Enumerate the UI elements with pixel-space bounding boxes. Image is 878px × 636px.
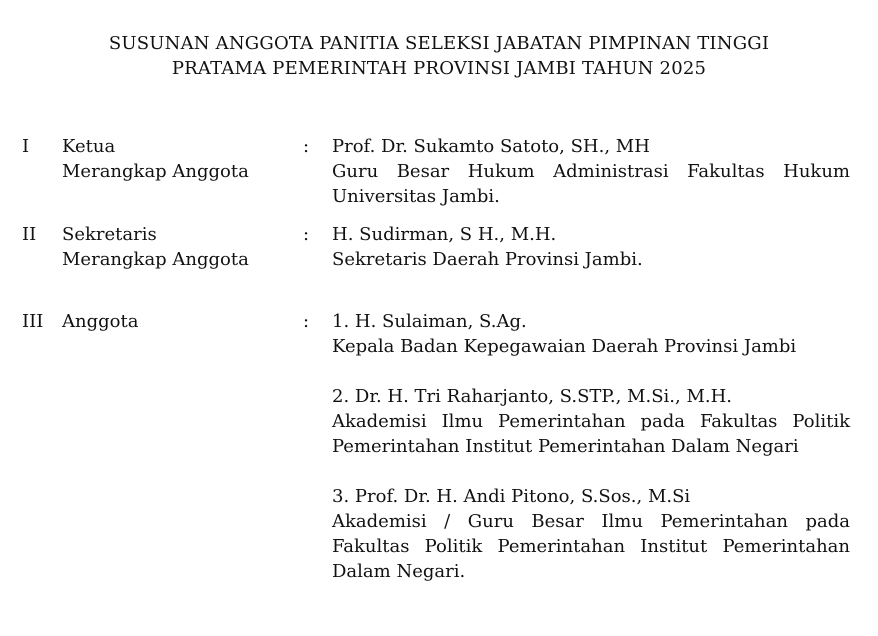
entry-role xyxy=(62,134,302,184)
list-item xyxy=(332,384,850,459)
list-item xyxy=(332,309,850,359)
list-item xyxy=(332,484,850,584)
entry-colon: : xyxy=(303,224,310,245)
entry-number: III xyxy=(22,311,44,332)
member-name: 2. Dr. H. Tri Raharjanto, S.STP., M.Si., M.H. xyxy=(332,386,733,407)
entry-number: II xyxy=(22,224,37,245)
member-name: H. Sudirman, S H., M.H. xyxy=(332,224,557,245)
member-position: Akademisi / Guru Besar Ilmu Pemerintahan pada Fakultas Politik Pemerintahan Institut Pemerintahan Dalam Negari. xyxy=(332,511,850,582)
entry-colon: : xyxy=(303,136,310,157)
entry-value xyxy=(332,134,850,209)
member-name: Prof. Dr. Sukamto Satoto, SH., MH xyxy=(332,136,650,157)
member-position: Guru Besar Hukum Administrasi Fakultas Hukum Universitas Jambi. xyxy=(332,161,850,207)
member-position: Sekretaris Daerah Provinsi Jambi. xyxy=(332,249,643,270)
member-position: Kepala Badan Kepegawaian Daerah Provinsi Jambi xyxy=(332,336,797,357)
role-subtitle: Merangkap Anggota xyxy=(62,161,249,182)
role-title: Ketua xyxy=(62,136,116,157)
entry-value xyxy=(332,222,850,272)
role-subtitle: Merangkap Anggota xyxy=(62,249,249,270)
member-position: Akademisi Ilmu Pemerintahan pada Fakultas Politik Pemerintahan Institut Pemerintahan Dalam Negari xyxy=(332,411,850,457)
role-title: Anggota xyxy=(62,311,139,332)
entry-role xyxy=(62,222,302,272)
member-name: 3. Prof. Dr. H. Andi Pitono, S.Sos., M.Si xyxy=(332,486,691,507)
entry-number: I xyxy=(22,136,30,157)
entry-role xyxy=(62,309,302,334)
document-title-line-2: PRATAMA PEMERINTAH PROVINSI JAMBI TAHUN 2025 xyxy=(171,58,707,79)
member-list xyxy=(332,309,850,609)
member-name: 1. H. Sulaiman, S.Ag. xyxy=(332,311,527,332)
entry-colon: : xyxy=(303,311,310,332)
role-title: Sekretaris xyxy=(62,224,157,245)
document-title-line-1: SUSUNAN ANGGOTA PANITIA SELEKSI JABATAN PIMPINAN TINGGI xyxy=(108,33,770,54)
